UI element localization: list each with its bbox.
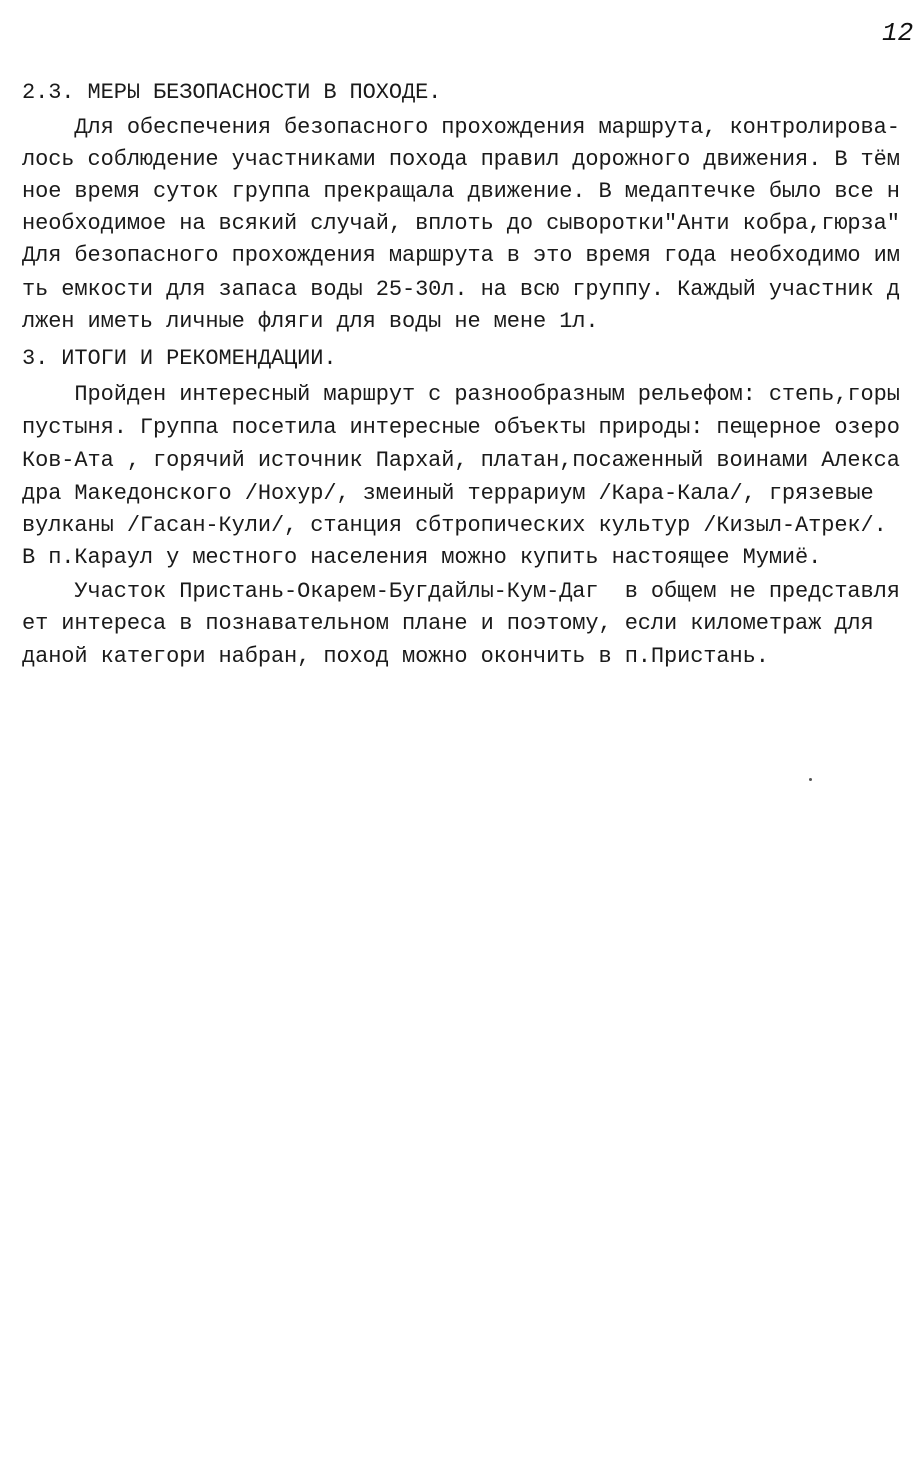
paragraph-line: Участок Пристань-Окарем-Бугдайлы-Кум-Даг в общем не представля (22, 579, 900, 604)
paragraph-line: Ков-Ата , горячий источник Пархай, платан,посаженный воинами Алекса (22, 448, 900, 473)
paragraph-line: пустыня. Группа посетила интересные объекты природы: пещерное озеро (22, 415, 900, 440)
paragraph-line: ное время суток группа прекращала движение. В медаптечке было все н (22, 179, 900, 204)
paragraph-line: Для безопасного прохождения маршрута в это время года необходимо им (22, 243, 900, 268)
section-heading-safety: 2.3. МЕРЫ БЕЗОПАСНОСТИ В ПОХОДЕ. (22, 80, 442, 105)
paragraph-line: В п.Караул у местного населения можно купить настоящее Мумиё. (22, 545, 822, 570)
paragraph-line: вулканы /Гасан-Кули/, станция сбтропических культур /Кизыл-Атрек/. (22, 513, 887, 538)
paragraph-line: даной категори набран, поход можно окончить в п.Пристань. (22, 644, 769, 669)
paragraph-line: лжен иметь личные фляги для воды не мене 1л. (22, 309, 599, 334)
page-number: 12 (882, 18, 913, 48)
paragraph-line: Пройден интересный маршрут с разнообразным рельефом: степь,горы (22, 382, 900, 407)
paragraph-line: дра Македонского /Нохур/, змеиный террариум /Кара-Кала/, грязевые (22, 481, 874, 506)
paragraph-line: ть емкости для запаса воды 25-30л. на всю группу. Каждый участник д (22, 277, 900, 302)
paragraph-line: ет интереса в познавательном плане и поэтому, если километраж для (22, 611, 874, 636)
paragraph-line: Для обеспечения безопасного прохождения маршрута, контролирова- (22, 115, 900, 140)
paragraph-line: необходимое на всякий случай, вплоть до сыворотки"Анти кобра,гюрза" (22, 211, 900, 236)
section-heading-results: 3. ИТОГИ И РЕКОМЕНДАЦИИ. (22, 346, 337, 371)
paragraph-line: лось соблюдение участниками похода правил дорожного движения. В тём (22, 147, 900, 172)
scan-speck (809, 778, 812, 781)
